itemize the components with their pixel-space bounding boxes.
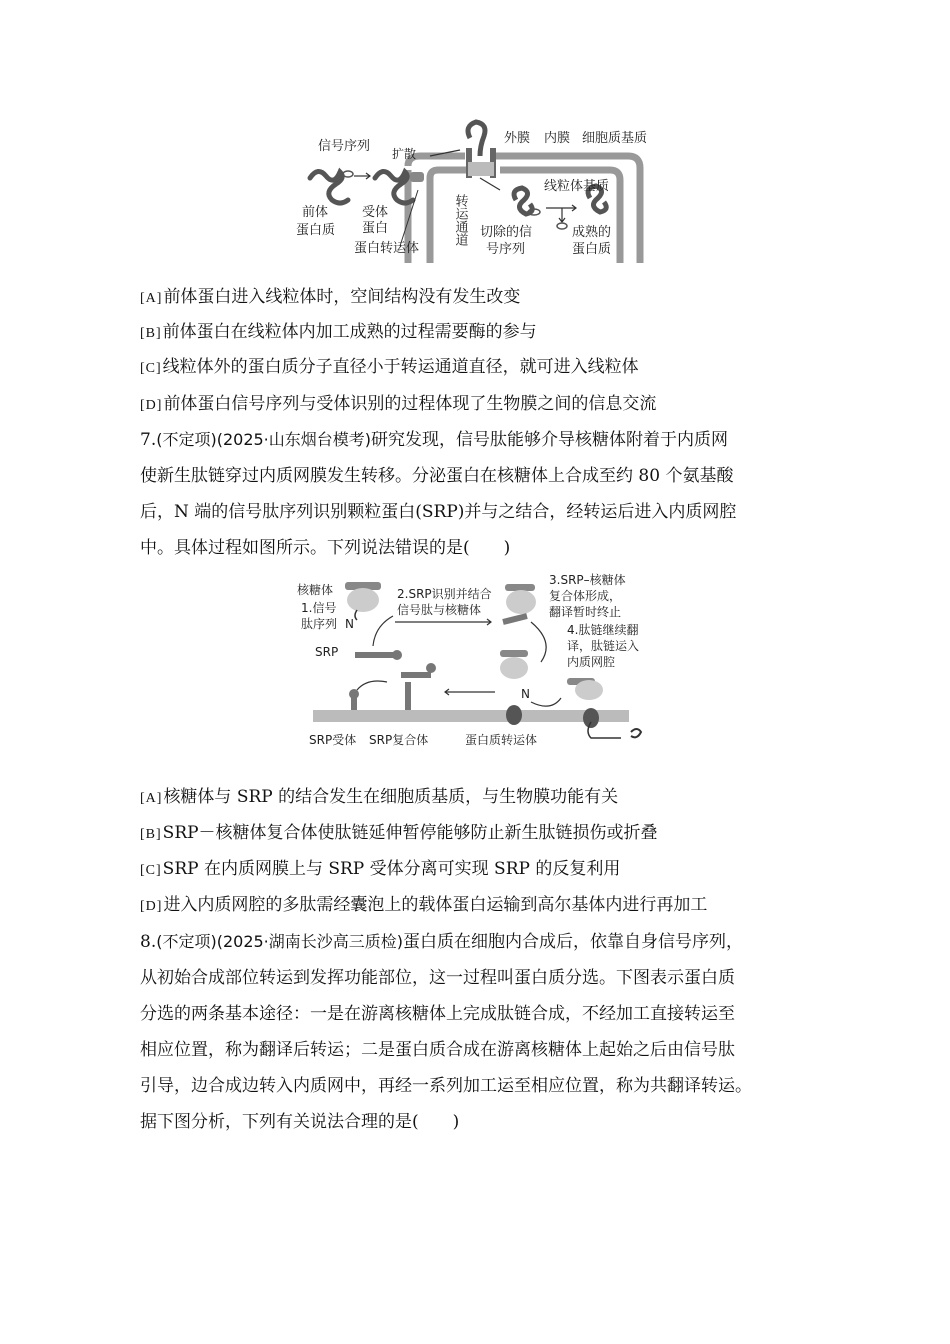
label-srp-receptor: SRP受体 <box>309 733 357 747</box>
label-step4-a: 4.肽链继续翻 <box>567 623 639 637</box>
q6-option-c: [C]线粒体外的蛋白质分子直径小于转运通道直径，就可进入线粒体 <box>140 357 639 377</box>
label-srp-complex: SRP复合体 <box>369 733 429 747</box>
label-inner-membrane: 内膜 <box>544 131 571 146</box>
srp-shape <box>355 650 402 660</box>
label-translocon: 蛋白质转运体 <box>465 733 538 747</box>
label-transporter: 蛋白转运体 <box>354 241 420 256</box>
q7-source: (不定项)(2025·山东烟台模考) <box>156 430 372 449</box>
label-mature-1: 成熟的 <box>572 225 612 240</box>
q7-stem: 7.(不定项)(2025·山东烟台模考)研究发现，信号肽能够介导核糖体附着于内质网 使新生肽链穿过内质网膜发生转移。分泌蛋白在核糖体上合成至约 80 个氨基酸 后，N 端的信号肽序列识别颗粒蛋白(SRP)并与之结合，经转运后进入内质网腔 中。具体过程如图所示。下列说法错误的是( ) <box>140 430 737 558</box>
q6-option-a: [A]前体蛋白进入线粒体时，空间结构没有发生改变 <box>140 287 521 307</box>
label-channel-vertical <box>453 194 469 246</box>
label-n2: N <box>521 687 530 701</box>
figure-srp-pathway <box>295 572 655 752</box>
svg-text:转运通道: 转运通道 <box>452 194 468 246</box>
label-step3-b: 复合体形成， <box>549 589 622 603</box>
q8-number: 8. <box>140 932 157 952</box>
label-step2-b: 信号肽与核糖体 <box>397 603 482 617</box>
q6-option-d: [D]前体蛋白信号序列与受体识别的过程体现了生物膜之间的信息交流 <box>140 394 657 414</box>
signal-sequence-shape <box>343 171 353 177</box>
label-cut-signal-1: 切除的信 <box>480 225 533 240</box>
label-matrix: 线粒体基质 <box>544 179 610 194</box>
q8-stem: 8.(不定项)(2025·湖南长沙高三质检)蛋白质在细胞内合成后，依靠自身信号序列， 从初始合成部位转运到发挥功能部位，这一过程叫蛋白质分选。下图表示蛋白质 分选的两条基本途径：一是在游离核糖体上完成肽链合成，不经加工直接转运至 相应位置，称为翻译后转运；二是蛋白质合成在游离核糖体上起始之后由信号肽 引导，边合成边转入内质网中，再经一系列加工运至相应位置，称为共翻译转运。 据下图分析，下列有关说法合理的是( ) <box>140 932 752 1132</box>
label-srp: SRP <box>315 645 339 659</box>
label-ribosome: 核糖体 <box>297 583 334 597</box>
label-n1: N <box>345 617 354 631</box>
label-precursor-2: 蛋白质 <box>296 223 336 238</box>
label-receptor-1: 受体 <box>362 205 389 220</box>
q6-option-b: [B]前体蛋白在线粒体内加工成熟的过程需要酶的参与 <box>140 322 537 342</box>
label-mature-2: 蛋白质 <box>572 242 612 257</box>
label-step3-a: 3.SRP–核糖体 <box>549 573 626 587</box>
label-cut-signal-2: 号序列 <box>486 242 526 257</box>
srp-receptor-shape <box>349 689 359 710</box>
q7-option-a: [A]核糖体与 SRP 的结合发生在细胞质基质，与生物膜功能有关 <box>140 787 619 807</box>
label-step1-a: 1.信号 <box>301 601 337 615</box>
label-step3-c: 翻译暂时终止 <box>549 605 622 619</box>
q7-option-b: [B]SRP－核糖体复合体使肽链延伸暂停能够防止新生肽链损伤或折叠 <box>140 823 658 843</box>
q8-source: (不定项)(2025·湖南长沙高三质检) <box>156 932 404 951</box>
label-outer-membrane: 外膜 <box>504 131 531 146</box>
q7-option-c: [C]SRP 在内质网膜上与 SRP 受体分离可实现 SRP 的反复利用 <box>140 859 621 879</box>
label-precursor-1: 前体 <box>302 205 329 220</box>
er-membrane <box>313 710 629 722</box>
label-step4-c: 内质网腔 <box>567 655 616 669</box>
srp-complex-shape <box>401 663 436 710</box>
label-diffusion: 扩散 <box>392 147 417 161</box>
ribosome-2 <box>503 584 536 622</box>
label-step4-b: 译，肽链运入 <box>567 639 640 653</box>
ribosome-1 <box>345 582 381 620</box>
ribosome-4 <box>567 678 641 738</box>
q7-option-d: [D]进入内质网腔的多肽需经囊泡上的载体蛋白运输到高尔基体内进行再加工 <box>140 895 708 915</box>
label-cytoplasm: 细胞质基质 <box>582 131 648 146</box>
figure-mitochondrial-import <box>290 118 670 268</box>
precursor-protein-shape <box>310 171 348 203</box>
label-signal-seq: 信号序列 <box>318 139 371 154</box>
label-receptor-2: 蛋白 <box>362 221 389 236</box>
label-step2-a: 2.SRP识别并结合 <box>397 587 492 601</box>
q7-number: 7. <box>140 430 157 450</box>
label-step1-b: 肽序列 <box>301 617 338 631</box>
